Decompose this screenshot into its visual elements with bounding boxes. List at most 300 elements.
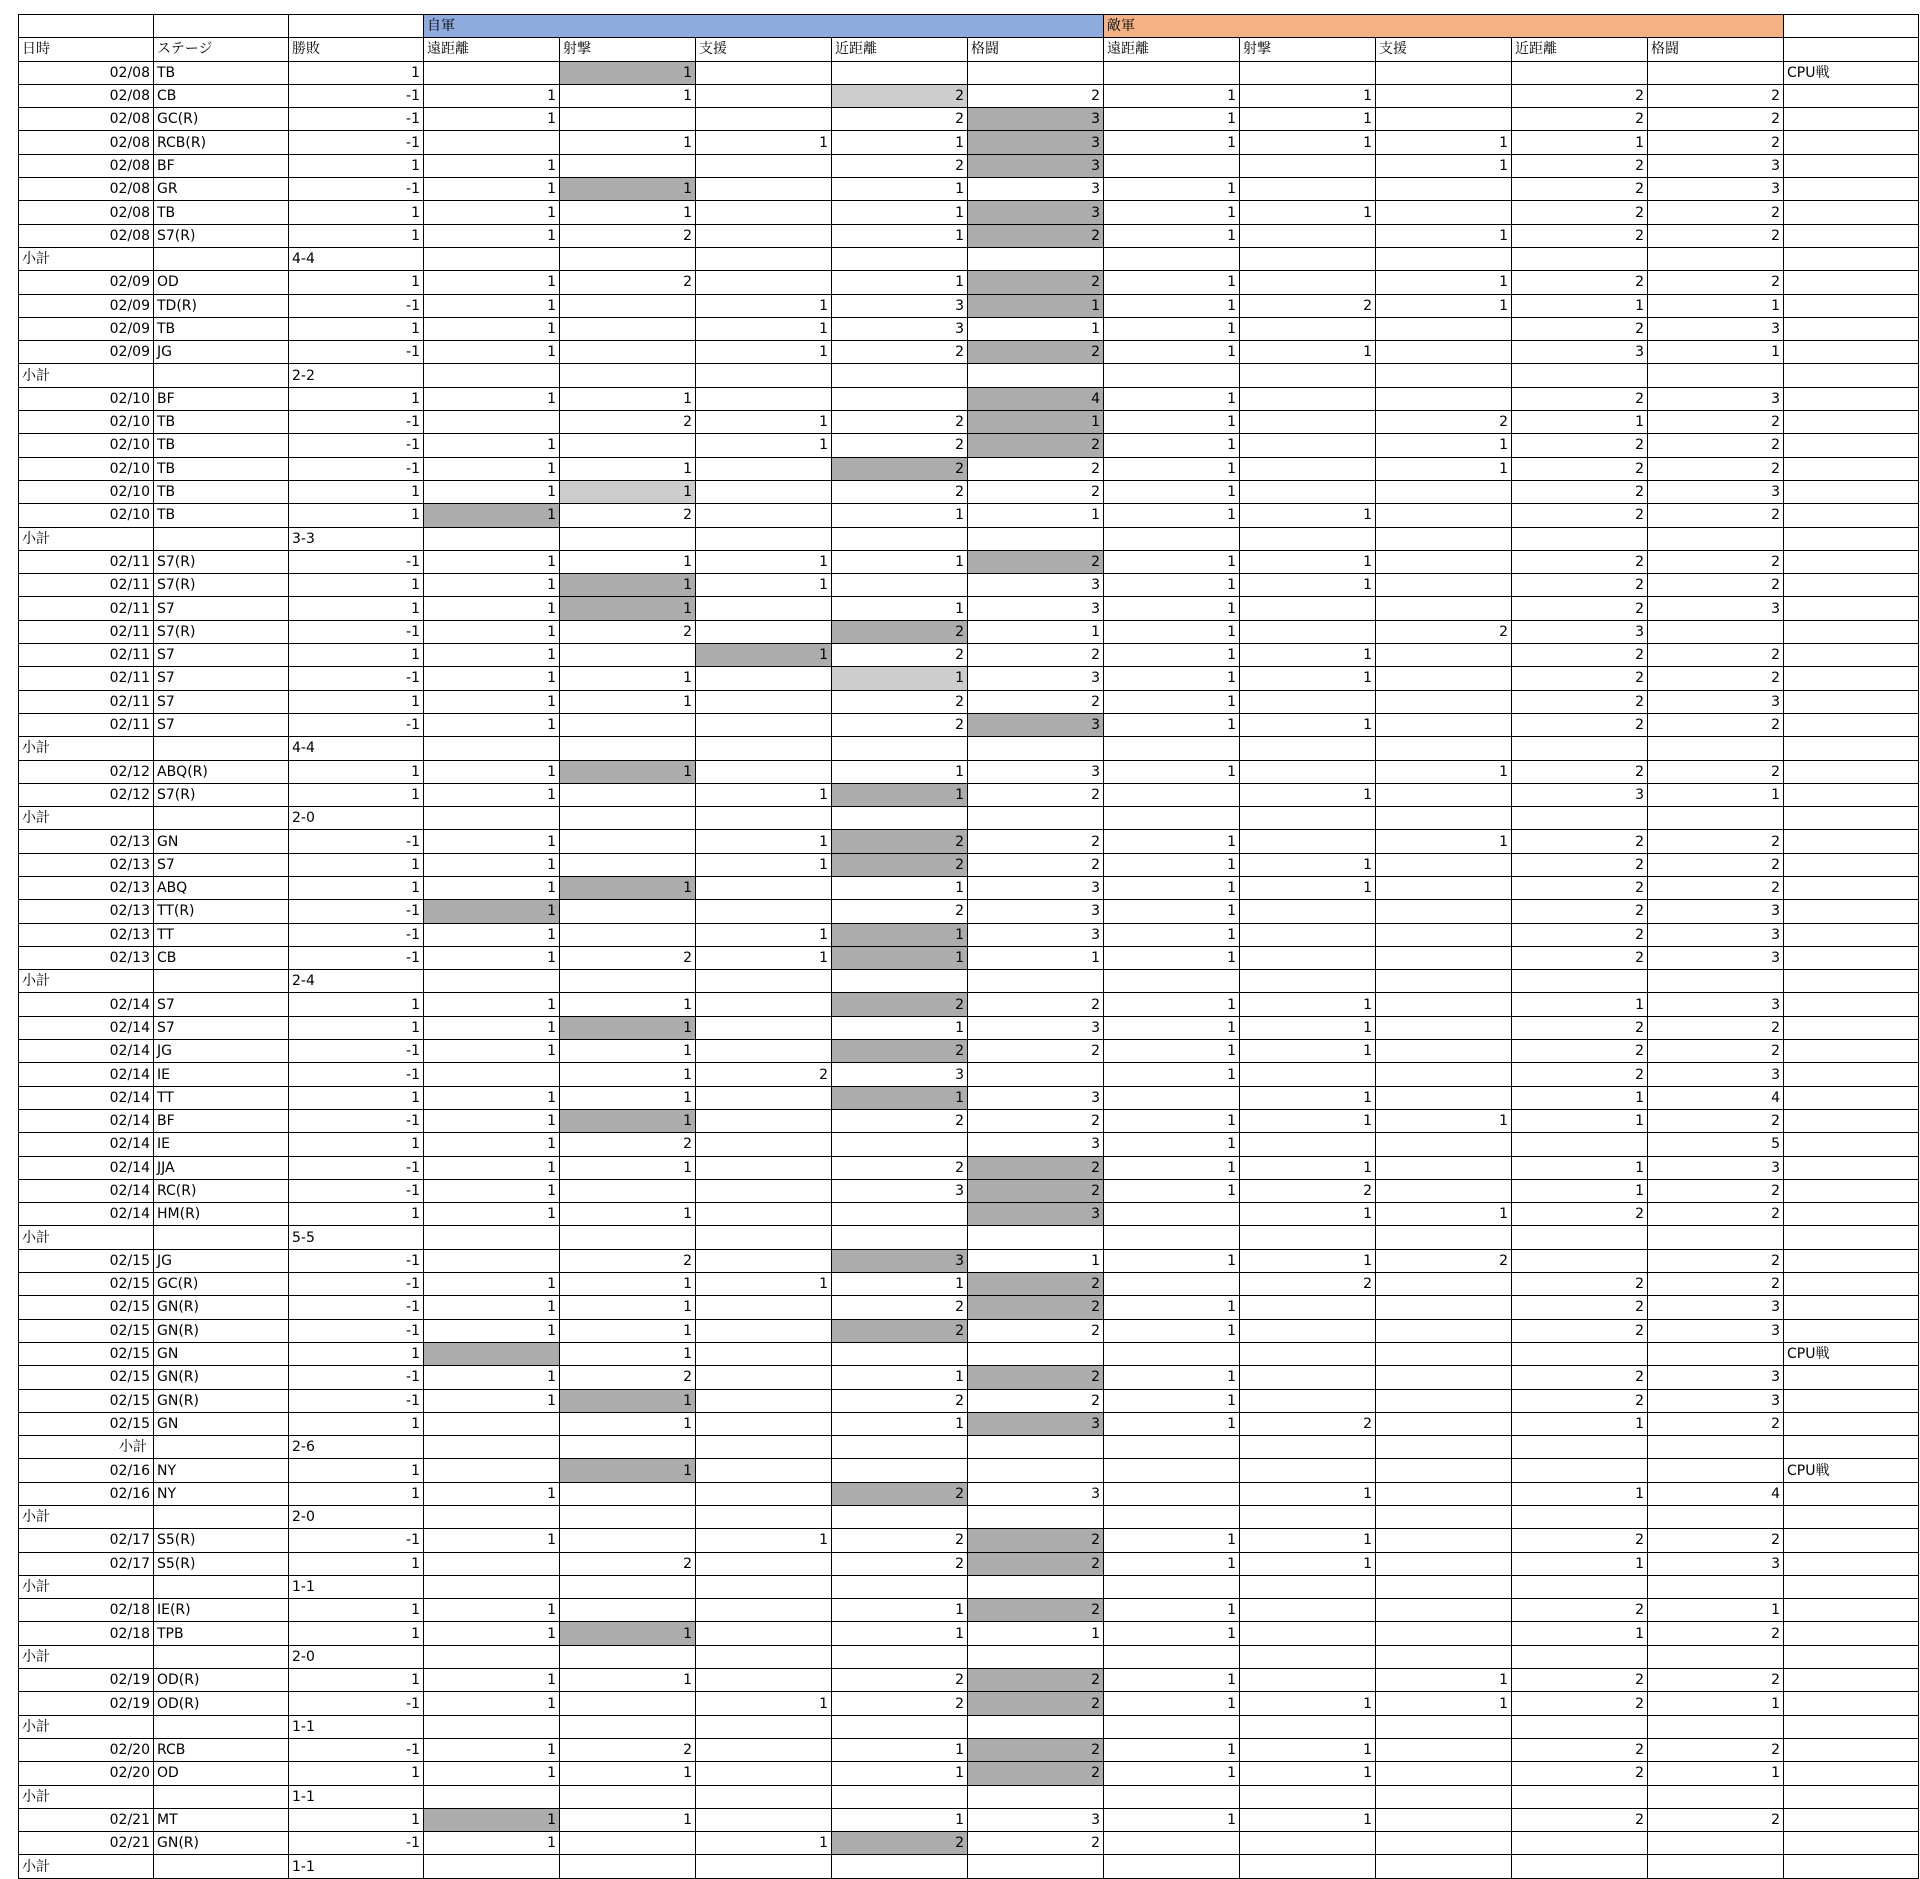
enemy-count-cell: 1: [1240, 1738, 1376, 1761]
match-row: [19, 317, 1919, 340]
match-row: [19, 1599, 1919, 1622]
empty-cell: [696, 1785, 832, 1808]
header-blank: [289, 15, 424, 38]
own-count-cell: [560, 853, 696, 876]
match-row: [19, 504, 1919, 527]
own-count-cell: 2: [832, 1109, 968, 1132]
empty-cell: [154, 970, 289, 993]
stage-cell: GN(R): [154, 1319, 289, 1342]
enemy-count-cell: 2: [1512, 1692, 1648, 1715]
match-row: [19, 1552, 1919, 1575]
subtotal-label: 小計: [19, 1506, 154, 1529]
own-count-cell: 2: [560, 1249, 696, 1272]
enemy-count-cell: [1512, 61, 1648, 84]
match-row: [19, 480, 1919, 503]
stage-cell: TB: [154, 61, 289, 84]
empty-cell: [1784, 1575, 1919, 1598]
match-row: [19, 900, 1919, 923]
empty-cell: [1376, 1785, 1512, 1808]
date-cell: 02/15: [19, 1319, 154, 1342]
enemy-count-cell: 1: [1104, 690, 1240, 713]
own-count-cell: 1: [560, 1389, 696, 1412]
own-count-cell: 1: [424, 271, 560, 294]
enemy-count-cell: 2: [1648, 224, 1784, 247]
empty-cell: [832, 970, 968, 993]
match-row: [19, 178, 1919, 201]
empty-cell: [968, 1575, 1104, 1598]
stage-cell: GN(R): [154, 1832, 289, 1855]
empty-cell: [1512, 1785, 1648, 1808]
own-count-cell: 3: [968, 876, 1104, 899]
empty-cell: [832, 1226, 968, 1249]
enemy-count-cell: 2: [1512, 550, 1648, 573]
enemy-count-cell: 2: [1648, 1622, 1784, 1645]
enemy-count-cell: 3: [1648, 1552, 1784, 1575]
match-row: [19, 1389, 1919, 1412]
note-cell: [1784, 1832, 1919, 1855]
own-count-cell: 1: [424, 1366, 560, 1389]
column-header: 日時: [19, 38, 154, 61]
own-count-cell: 1: [424, 178, 560, 201]
empty-cell: [1648, 364, 1784, 387]
own-count-cell: 2: [968, 271, 1104, 294]
enemy-count-cell: 1: [1104, 1389, 1240, 1412]
date-cell: 02/14: [19, 1133, 154, 1156]
enemy-count-cell: [1240, 1599, 1376, 1622]
result-cell: 1: [289, 480, 424, 503]
enemy-count-cell: 1: [1648, 783, 1784, 806]
own-count-cell: 1: [560, 457, 696, 480]
own-count-cell: [696, 620, 832, 643]
own-count-cell: [560, 1529, 696, 1552]
subtotal-row: [19, 1506, 1919, 1529]
empty-cell: [1104, 527, 1240, 550]
enemy-count-cell: 1: [1648, 1762, 1784, 1785]
match-row: [19, 201, 1919, 224]
empty-cell: [560, 247, 696, 270]
own-count-cell: 1: [832, 783, 968, 806]
empty-cell: [1104, 1436, 1240, 1459]
empty-cell: [560, 807, 696, 830]
enemy-count-cell: 3: [1648, 1156, 1784, 1179]
enemy-count-cell: 3: [1648, 1063, 1784, 1086]
enemy-count-cell: [1376, 1319, 1512, 1342]
match-row: [19, 411, 1919, 434]
empty-cell: [560, 1226, 696, 1249]
enemy-count-cell: 1: [1240, 108, 1376, 131]
own-count-cell: 1: [424, 294, 560, 317]
own-count-cell: 1: [424, 760, 560, 783]
enemy-count-cell: 1: [1104, 1016, 1240, 1039]
own-count-cell: 1: [832, 923, 968, 946]
date-cell: 02/08: [19, 61, 154, 84]
own-count-cell: 1: [424, 1622, 560, 1645]
enemy-count-cell: 1: [1240, 783, 1376, 806]
stage-cell: GN: [154, 830, 289, 853]
empty-cell: [154, 364, 289, 387]
empty-cell: [1240, 1715, 1376, 1738]
empty-cell: [1104, 247, 1240, 270]
subtotal-row: [19, 1785, 1919, 1808]
subtotal-score: 5-5: [289, 1226, 424, 1249]
own-count-cell: 1: [832, 667, 968, 690]
empty-cell: [1648, 527, 1784, 550]
column-header: 勝敗: [289, 38, 424, 61]
note-cell: [1784, 620, 1919, 643]
own-count-cell: 1: [968, 504, 1104, 527]
enemy-count-cell: 2: [1512, 853, 1648, 876]
enemy-count-cell: [1240, 434, 1376, 457]
empty-cell: [832, 1785, 968, 1808]
own-count-cell: 2: [560, 1552, 696, 1575]
enemy-count-cell: [1376, 1459, 1512, 1482]
enemy-count-cell: 2: [1512, 1808, 1648, 1831]
enemy-count-cell: 1: [1104, 1552, 1240, 1575]
enemy-count-cell: [1512, 1133, 1648, 1156]
empty-cell: [1648, 1226, 1784, 1249]
own-count-cell: 2: [968, 1273, 1104, 1296]
enemy-count-cell: [1104, 1482, 1240, 1505]
enemy-count-cell: [1376, 1552, 1512, 1575]
own-count-cell: [832, 387, 968, 410]
enemy-count-cell: [1240, 317, 1376, 340]
match-row: [19, 853, 1919, 876]
enemy-count-cell: 2: [1376, 1249, 1512, 1272]
own-count-cell: 3: [968, 1412, 1104, 1435]
own-count-cell: [560, 644, 696, 667]
empty-cell: [832, 1715, 968, 1738]
own-count-cell: [832, 1459, 968, 1482]
empty-cell: [968, 1855, 1104, 1878]
enemy-count-cell: 2: [1512, 1389, 1648, 1412]
subtotal-label: 小計: [19, 1436, 154, 1459]
own-count-cell: 1: [696, 550, 832, 573]
column-header: 遠距離: [424, 38, 560, 61]
empty-cell: [1648, 1506, 1784, 1529]
date-cell: 02/19: [19, 1692, 154, 1715]
enemy-count-cell: [1104, 1459, 1240, 1482]
match-row: [19, 1156, 1919, 1179]
date-cell: 02/17: [19, 1552, 154, 1575]
enemy-count-cell: [1376, 341, 1512, 364]
subtotal-score: 3-3: [289, 527, 424, 550]
enemy-count-cell: 2: [1512, 1203, 1648, 1226]
enemy-count-cell: [1240, 1342, 1376, 1365]
subtotal-label: 小計: [19, 364, 154, 387]
match-row: [19, 597, 1919, 620]
empty-cell: [1784, 1506, 1919, 1529]
enemy-count-cell: 2: [1648, 667, 1784, 690]
empty-cell: [424, 1855, 560, 1878]
stage-cell: OD(R): [154, 1692, 289, 1715]
own-count-cell: [560, 923, 696, 946]
stage-cell: MT: [154, 1808, 289, 1831]
header-blank: [19, 15, 154, 38]
enemy-count-cell: [1104, 1832, 1240, 1855]
result-cell: 1: [289, 876, 424, 899]
own-count-cell: 2: [968, 1669, 1104, 1692]
own-count-cell: 3: [968, 597, 1104, 620]
own-count-cell: 3: [832, 317, 968, 340]
own-count-cell: 2: [968, 1692, 1104, 1715]
empty-cell: [1240, 1506, 1376, 1529]
date-cell: 02/21: [19, 1832, 154, 1855]
own-count-cell: 2: [560, 224, 696, 247]
note-cell: [1784, 1529, 1919, 1552]
enemy-count-cell: [1104, 783, 1240, 806]
enemy-count-cell: [1376, 1086, 1512, 1109]
empty-cell: [1648, 737, 1784, 760]
match-row: [19, 1133, 1919, 1156]
group-header-row: [19, 15, 1919, 38]
date-cell: 02/08: [19, 84, 154, 107]
enemy-count-cell: 1: [1512, 1412, 1648, 1435]
result-cell: 1: [289, 271, 424, 294]
own-count-cell: [696, 1482, 832, 1505]
own-count-cell: [696, 1459, 832, 1482]
enemy-count-cell: 2: [1648, 108, 1784, 131]
enemy-count-cell: 1: [1376, 224, 1512, 247]
subtotal-label: 小計: [19, 527, 154, 550]
empty-cell: [1376, 1645, 1512, 1668]
enemy-count-cell: 1: [1104, 271, 1240, 294]
subtotal-score: 2-4: [289, 970, 424, 993]
match-row: [19, 1412, 1919, 1435]
empty-cell: [1376, 1506, 1512, 1529]
date-cell: 02/11: [19, 690, 154, 713]
enemy-count-cell: 2: [1512, 1762, 1648, 1785]
enemy-count-cell: [1376, 667, 1512, 690]
own-count-cell: 1: [560, 1762, 696, 1785]
enemy-count-cell: [1512, 1342, 1648, 1365]
match-row: [19, 434, 1919, 457]
enemy-count-cell: 1: [1512, 1156, 1648, 1179]
enemy-count-cell: [1240, 690, 1376, 713]
enemy-count-cell: 1: [1240, 550, 1376, 573]
empty-cell: [696, 1436, 832, 1459]
subtotal-score: 1-1: [289, 1715, 424, 1738]
result-cell: 1: [289, 1552, 424, 1575]
own-count-cell: 1: [560, 178, 696, 201]
enemy-count-cell: 1: [1104, 108, 1240, 131]
enemy-count-cell: [1376, 1063, 1512, 1086]
empty-cell: [560, 527, 696, 550]
column-header: 格闘: [968, 38, 1104, 61]
subtotal-row: [19, 247, 1919, 270]
result-cell: -1: [289, 1389, 424, 1412]
enemy-count-cell: 2: [1648, 644, 1784, 667]
enemy-count-cell: 2: [1648, 457, 1784, 480]
empty-cell: [154, 1575, 289, 1598]
enemy-count-cell: 2: [1648, 271, 1784, 294]
own-count-cell: [696, 1319, 832, 1342]
enemy-count-cell: 1: [1104, 667, 1240, 690]
note-cell: [1784, 1622, 1919, 1645]
enemy-count-cell: 3: [1648, 900, 1784, 923]
result-cell: 1: [289, 61, 424, 84]
enemy-count-cell: 4: [1648, 1482, 1784, 1505]
own-count-cell: [696, 1669, 832, 1692]
empty-cell: [1104, 737, 1240, 760]
empty-cell: [696, 1575, 832, 1598]
note-cell: [1784, 574, 1919, 597]
own-count-cell: [696, 1249, 832, 1272]
enemy-count-cell: 1: [1240, 574, 1376, 597]
stage-cell: BF: [154, 1109, 289, 1132]
enemy-count-cell: [1648, 1832, 1784, 1855]
own-count-cell: 1: [424, 1669, 560, 1692]
enemy-count-cell: 2: [1240, 1273, 1376, 1296]
enemy-count-cell: 1: [1240, 131, 1376, 154]
empty-cell: [968, 737, 1104, 760]
date-cell: 02/12: [19, 783, 154, 806]
date-cell: 02/10: [19, 387, 154, 410]
stage-cell: TB: [154, 434, 289, 457]
match-row: [19, 690, 1919, 713]
enemy-count-cell: 2: [1512, 1669, 1648, 1692]
enemy-count-cell: 1: [1104, 1109, 1240, 1132]
match-row: [19, 1063, 1919, 1086]
stage-cell: GC(R): [154, 1273, 289, 1296]
empty-cell: [832, 247, 968, 270]
enemy-count-cell: [1240, 411, 1376, 434]
empty-cell: [696, 1226, 832, 1249]
own-count-cell: 1: [424, 434, 560, 457]
enemy-count-cell: 1: [1240, 201, 1376, 224]
date-cell: 02/11: [19, 597, 154, 620]
spreadsheet-container: [18, 14, 1919, 1879]
empty-cell: [424, 527, 560, 550]
own-count-cell: [696, 178, 832, 201]
date-cell: 02/14: [19, 1203, 154, 1226]
own-count-cell: 2: [832, 480, 968, 503]
enemy-count-cell: 1: [1104, 574, 1240, 597]
empty-cell: [1784, 1226, 1919, 1249]
enemy-count-cell: [1376, 1412, 1512, 1435]
own-count-cell: 1: [424, 830, 560, 853]
own-count-cell: 2: [968, 550, 1104, 573]
enemy-count-cell: [1376, 644, 1512, 667]
own-count-cell: [560, 713, 696, 736]
column-header: 近距離: [1512, 38, 1648, 61]
enemy-count-cell: 2: [1648, 760, 1784, 783]
column-header: ステージ: [154, 38, 289, 61]
result-cell: -1: [289, 1179, 424, 1202]
empty-cell: [424, 737, 560, 760]
enemy-count-cell: [1376, 1389, 1512, 1412]
enemy-count-cell: 3: [1648, 690, 1784, 713]
result-cell: 1: [289, 1808, 424, 1831]
empty-cell: [1512, 1855, 1648, 1878]
result-cell: 1: [289, 201, 424, 224]
date-cell: 02/08: [19, 178, 154, 201]
empty-cell: [424, 1506, 560, 1529]
date-cell: 02/08: [19, 131, 154, 154]
own-count-cell: [560, 1832, 696, 1855]
enemy-count-cell: 1: [1376, 1109, 1512, 1132]
note-cell: [1784, 271, 1919, 294]
note-cell: [1784, 1482, 1919, 1505]
empty-cell: [1512, 527, 1648, 550]
own-count-cell: [560, 1179, 696, 1202]
enemy-count-cell: 1: [1104, 1249, 1240, 1272]
own-count-cell: 1: [832, 178, 968, 201]
enemy-count-cell: 2: [1648, 1738, 1784, 1761]
own-count-cell: [560, 1482, 696, 1505]
enemy-count-cell: [1376, 1762, 1512, 1785]
enemy-count-cell: 2: [1512, 457, 1648, 480]
own-count-cell: [696, 108, 832, 131]
own-count-cell: 1: [424, 480, 560, 503]
empty-cell: [1240, 1575, 1376, 1598]
date-cell: 02/14: [19, 993, 154, 1016]
match-row: [19, 1692, 1919, 1715]
subtotal-score: 2-0: [289, 807, 424, 830]
column-header: 射撃: [560, 38, 696, 61]
stage-cell: TB: [154, 480, 289, 503]
own-count-cell: 2: [560, 271, 696, 294]
own-count-cell: 2: [832, 690, 968, 713]
own-count-cell: 2: [832, 1040, 968, 1063]
enemy-count-cell: 2: [1512, 1273, 1648, 1296]
own-count-cell: 2: [832, 853, 968, 876]
enemy-count-cell: 1: [1104, 224, 1240, 247]
enemy-count-cell: 1: [1512, 1179, 1648, 1202]
own-count-cell: 2: [968, 1832, 1104, 1855]
enemy-count-cell: 5: [1648, 1133, 1784, 1156]
own-count-cell: 1: [560, 1203, 696, 1226]
own-count-cell: 2: [968, 224, 1104, 247]
note-cell: [1784, 946, 1919, 969]
empty-cell: [1784, 970, 1919, 993]
stage-cell: TD(R): [154, 294, 289, 317]
subtotal-row: [19, 737, 1919, 760]
empty-cell: [1784, 1785, 1919, 1808]
own-count-cell: 2: [968, 341, 1104, 364]
subtotal-score: 1-1: [289, 1785, 424, 1808]
match-row: [19, 457, 1919, 480]
own-count-cell: 2: [832, 84, 968, 107]
enemy-count-cell: 1: [1512, 294, 1648, 317]
match-row: [19, 1179, 1919, 1202]
own-count-cell: 1: [832, 131, 968, 154]
stage-cell: IE(R): [154, 1599, 289, 1622]
stage-cell: TB: [154, 411, 289, 434]
own-count-cell: [696, 1389, 832, 1412]
subtotal-row: [19, 364, 1919, 387]
own-count-cell: [696, 1156, 832, 1179]
enemy-count-cell: 2: [1512, 946, 1648, 969]
enemy-count-cell: 3: [1648, 1296, 1784, 1319]
enemy-count-cell: [1512, 1459, 1648, 1482]
own-count-cell: 1: [560, 1342, 696, 1365]
enemy-count-cell: 2: [1648, 1040, 1784, 1063]
note-cell: [1784, 1179, 1919, 1202]
subtotal-score: 2-0: [289, 1506, 424, 1529]
own-count-cell: [560, 900, 696, 923]
enemy-count-cell: 2: [1512, 154, 1648, 177]
column-header: 射撃: [1240, 38, 1376, 61]
empty-cell: [1104, 807, 1240, 830]
enemy-count-cell: 2: [1240, 1179, 1376, 1202]
stage-cell: TB: [154, 201, 289, 224]
enemy-count-cell: [1240, 457, 1376, 480]
own-count-cell: 1: [424, 1482, 560, 1505]
note-cell: [1784, 224, 1919, 247]
empty-cell: [154, 1506, 289, 1529]
match-row: [19, 1249, 1919, 1272]
enemy-count-cell: 2: [1648, 1179, 1784, 1202]
